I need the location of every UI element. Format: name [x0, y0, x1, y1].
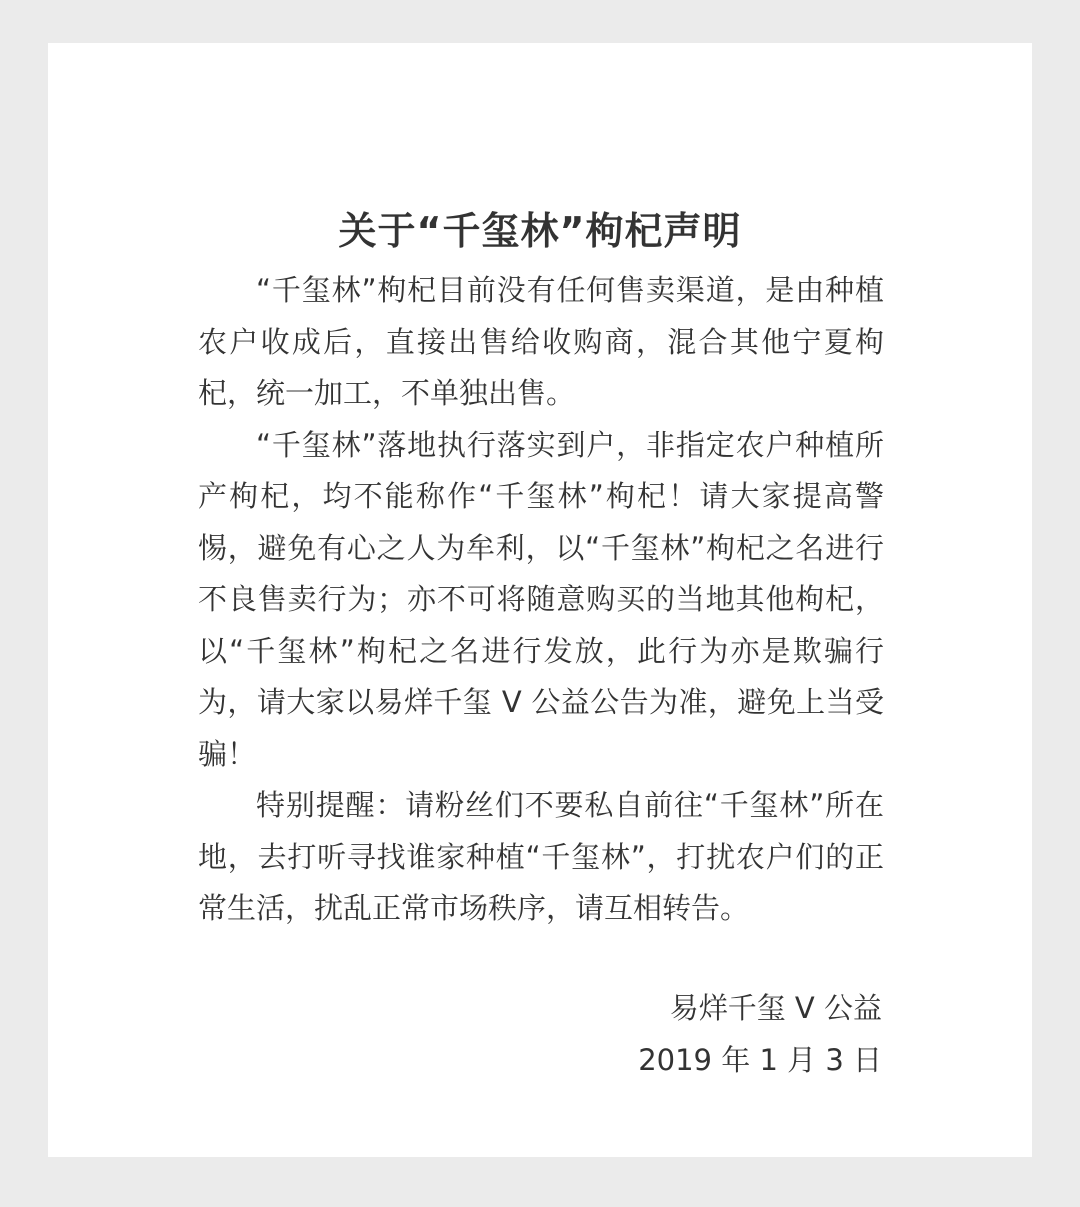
statement-document [48, 43, 1032, 1157]
signature-block [638, 983, 882, 1086]
paragraph-special-reminder: 特别提醒：请粉丝们不要私自前往“千玺林”所在地，去打听寻找谁家种植“千玺林”，打扰农户们的正常生活，扰乱正常市场秩序，请互相转告。 [198, 788, 884, 925]
paragraph-sales-channel: “千玺林”枸杞目前没有任何售卖渠道，是由种植农户收成后，直接出售给收购商，混合其他宁夏枸杞，统一加工，不单独出售。 [198, 273, 884, 410]
signature-date: 2019 年 1 月 3 日 [638, 1042, 882, 1077]
statement-title: 关于“千玺林”枸杞声明 [338, 209, 742, 253]
paragraph-warning: “千玺林”落地执行落实到户，非指定农户种植所产枸杞，均不能称作“千玺林”枸杞！请大家提高警惕，避免有心之人为牟利，以“千玺林”枸杞之名进行不良售卖行为；亦不可将随意购买的当地其他枸杞，以“千玺林”枸杞之名进行发放，此行为亦是欺骗行为，请大家以易烊千玺 V 公益公告为准，避免上当受骗！ [198, 427, 884, 771]
signature-org: 易烊千玺 V 公益 [669, 991, 882, 1025]
statement-body [198, 265, 884, 935]
